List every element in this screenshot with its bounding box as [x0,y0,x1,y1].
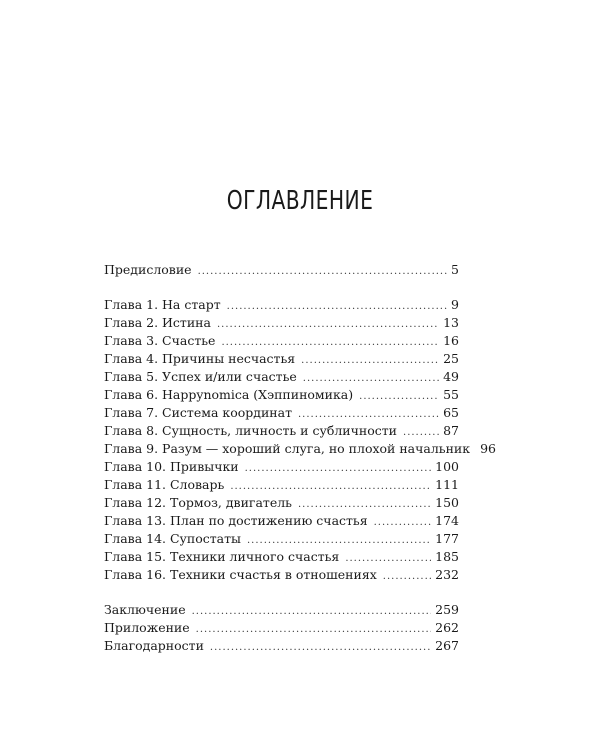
toc-entry-page: 177 [435,531,459,546]
toc-entry-conclusion[interactable] [104,601,459,619]
dot-leader [217,314,439,334]
dot-leader [210,637,431,657]
toc-entry-chapter-13[interactable] [104,512,459,530]
dot-leader [192,601,432,621]
toc-entry-label: Глава 7. Система координат [104,405,292,420]
toc-entry-label: Предисловие [104,262,192,277]
toc-entry-acknowledgements[interactable] [104,637,459,655]
toc-entry-label: Глава 16. Техники счастья в отношениях [104,567,377,582]
toc-entry-page: 259 [435,602,459,617]
toc-entry-page: 5 [451,262,459,277]
toc-entry-page: 9 [451,297,459,312]
dot-leader [301,350,439,370]
toc-chapters [104,296,496,584]
dot-leader [403,422,439,442]
toc-entry-chapter-3[interactable] [104,332,459,350]
toc-entry-chapter-9[interactable] [104,440,496,458]
toc-entry-label: Глава 15. Техники личного счастья [104,549,340,564]
dot-leader [298,404,439,424]
dot-leader [383,566,431,586]
toc-entry-chapter-4[interactable] [104,350,459,368]
toc-entry-label: Глава 8. Сущность, личность и субличности [104,423,398,438]
toc-entry-chapter-8[interactable] [104,422,459,440]
dot-leader [221,332,439,352]
toc-entry-label: Глава 11. Словарь [104,477,225,492]
toc-entry-chapter-1[interactable] [104,296,459,314]
toc-entry-page: 55 [443,387,459,402]
toc-entry-page: 65 [443,405,459,420]
toc-entry-label: Глава 9. Разум — хороший слуга, но плохой начальник [104,441,471,456]
toc-entry-page: 267 [435,638,459,653]
dot-leader [198,261,447,281]
dot-leader [247,530,431,550]
toc-entry-label: Глава 13. План по достижению счастья [104,513,368,528]
toc-entry-page: 87 [443,423,459,438]
dot-leader [245,458,432,478]
toc-entry-label: Глава 6. Happynomica (Хэппиномика) [104,387,354,402]
toc-entry-chapter-11[interactable] [104,476,459,494]
toc-entry-chapter-5[interactable] [104,368,459,386]
toc-entry-chapter-14[interactable] [104,530,459,548]
toc-entry-page: 232 [435,567,459,582]
toc-entry-appendix[interactable] [104,619,459,637]
dot-leader [359,386,439,406]
toc-entry-chapter-2[interactable] [104,314,459,332]
toc-entry-label: Глава 10. Привычки [104,459,239,474]
toc-entry-page: 13 [443,315,459,330]
toc-entry-label: Глава 5. Успех и/или счастье [104,369,297,384]
toc-back-matter [104,601,459,655]
toc-entry-chapter-10[interactable] [104,458,459,476]
toc-entry-label: Благодарности [104,638,204,653]
table-of-contents [104,261,496,655]
dot-leader [345,548,431,568]
toc-entry-label: Приложение [104,620,190,635]
toc-entry-chapter-16[interactable] [104,566,459,584]
toc-entry-label: Глава 2. Истина [104,315,211,330]
toc-entry-chapter-15[interactable] [104,548,459,566]
toc-entry-page: 174 [435,513,459,528]
toc-entry-page: 262 [435,620,459,635]
toc-entry-chapter-12[interactable] [104,494,459,512]
toc-entry-page: 185 [435,549,459,564]
toc-front-matter [104,261,459,279]
toc-entry-page: 150 [435,495,459,510]
toc-entry-label: Глава 1. На старт [104,297,221,312]
dot-leader [303,368,439,388]
toc-entry-chapter-7[interactable] [104,404,459,422]
dot-leader [298,494,431,514]
toc-entry-page: 49 [443,369,459,384]
toc-entry-label: Глава 14. Супостаты [104,531,241,546]
toc-entry-page: 25 [443,351,459,366]
toc-entry-label: Глава 3. Счастье [104,333,216,348]
toc-entry-page: 100 [435,459,459,474]
toc-entry-preface[interactable] [104,261,459,279]
toc-entry-page: 111 [435,477,459,492]
dot-leader [196,619,431,639]
dot-leader [374,512,432,532]
dot-leader [230,476,431,496]
toc-entry-label: Глава 12. Тормоз, двигатель [104,495,292,510]
dot-leader [227,296,447,316]
page-title: ОГЛАВЛЕНИЕ [226,186,374,216]
toc-entry-label: Глава 4. Причины несчастья [104,351,296,366]
toc-entry-page: 16 [443,333,459,348]
toc-entry-label: Заключение [104,602,186,617]
toc-entry-page: 96 [480,441,496,456]
toc-entry-chapter-6[interactable] [104,386,459,404]
